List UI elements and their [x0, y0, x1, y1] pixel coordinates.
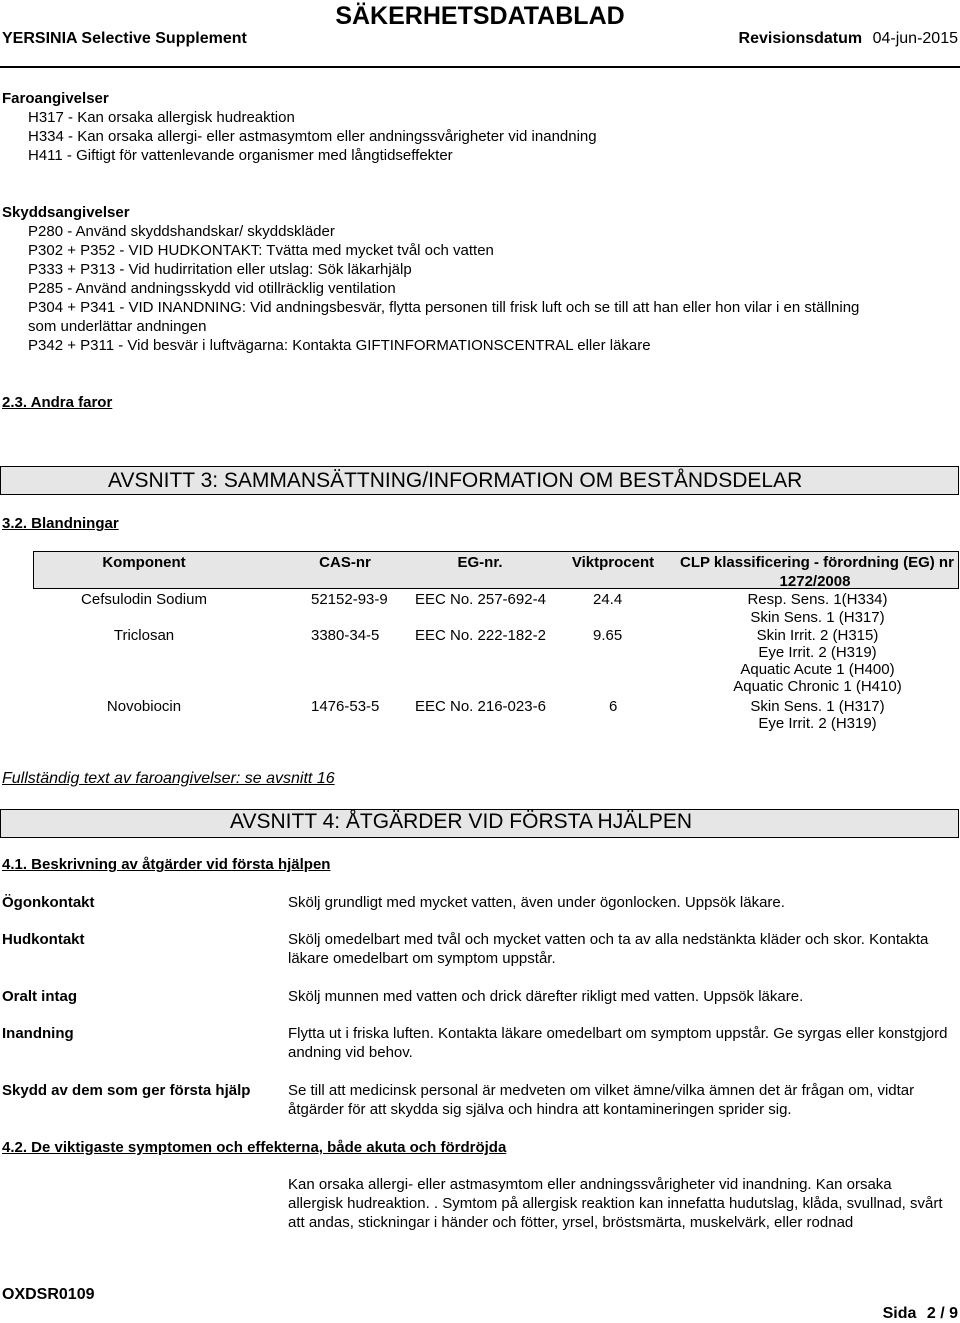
precaution-item: P302 + P352 - VID HUDKONTAKT: Tvätta med mycket tvål och vatten	[28, 242, 494, 259]
first-aid-heading: 4.1. Beskrivning av åtgärder vid första hjälpen	[2, 856, 331, 873]
first-aid-label: Hudkontakt	[2, 931, 85, 948]
precaution-item-continued: som underlättar andningen	[28, 318, 207, 335]
table-cell-clp: Aquatic Acute 1 (H400)	[740, 661, 895, 678]
first-aid-label: Ögonkontakt	[2, 894, 95, 911]
product-name: YERSINIA Selective Supplement	[2, 30, 247, 47]
table-cell-cas: 3380-34-5	[311, 627, 380, 644]
col-ec: EG-nr.	[457, 554, 503, 571]
section3-title: AVSNITT 3: SAMMANSÄTTNING/INFORMATION OM BESTÅNDSDELAR	[108, 469, 803, 492]
page-label: Sida	[882, 1305, 917, 1322]
col-clp: CLP klassificering - förordning (EG) nr	[680, 554, 954, 571]
header-rule	[0, 66, 960, 68]
revision-date: 04-jun-2015	[872, 30, 958, 47]
table-cell-clp: Skin Irrit. 2 (H315)	[756, 627, 879, 644]
table-cell-component: Triclosan	[113, 627, 175, 644]
first-aid-text: Skölj grundligt med mycket vatten, även under ögonlocken. Uppsök läkare.	[288, 894, 785, 911]
col-clp-regulation: 1272/2008	[779, 573, 851, 590]
first-aid-text: Flytta ut i friska luften. Kontakta läkare omedelbart om symptom uppstår. Ge syrgas eller konstgjord andning vid behov.	[288, 1025, 948, 1061]
document-code: OXDSR0109	[2, 1286, 95, 1303]
hazard-item: H334 - Kan orsaka allergi- eller astmasymtom eller andningssvårigheter vid inandning	[28, 128, 597, 145]
col-component: Komponent	[102, 554, 186, 571]
table-cell-cas: 52152-93-9	[311, 591, 388, 608]
precaution-item: P304 + P341 - VID INANDNING: Vid andningsbesvär, flytta personen till frisk luft och se till att han eller hon vilar i en ställning	[28, 299, 860, 316]
precaution-heading: Skyddsangivelser	[2, 204, 130, 221]
table-cell-clp: Resp. Sens. 1(H334)	[747, 591, 888, 608]
first-aid-text: Se till att medicinsk personal är medveten om vilket ämne/vilka ämnen det är frågan om, vidtar åtgärder för att skydda sig själva och hindra att kontamineringen sprider sig.	[288, 1082, 915, 1118]
table-cell-clp: Skin Sens. 1 (H317)	[750, 609, 885, 626]
first-aid-label: Inandning	[2, 1025, 74, 1042]
mixtures-heading: 3.2. Blandningar	[2, 515, 119, 532]
revision-label: Revisionsdatum	[738, 30, 863, 47]
precaution-item: P342 + P311 - Vid besvär i luftvägarna: Kontakta GIFTINFORMATIONSCENTRAL eller läkare	[28, 337, 651, 354]
page-indicator	[883, 1304, 958, 1323]
revision-info	[739, 30, 958, 48]
page-number: 2 / 9	[926, 1305, 958, 1322]
hazard-heading: Faroangivelser	[2, 90, 109, 107]
section4-title: AVSNITT 4: ÅTGÄRDER VID FÖRSTA HJÄLPEN	[230, 810, 693, 833]
symptoms-heading: 4.2. De viktigaste symptomen och effekterna, både akuta och fördröjda	[2, 1139, 507, 1156]
table-cell-cas: 1476-53-5	[311, 698, 380, 715]
table-cell-weight: 24.4	[593, 591, 623, 608]
hazard-item: H411 - Giftigt för vattenlevande organismer med långtidseffekter	[28, 147, 453, 164]
first-aid-text: Skölj munnen med vatten och drick därefter rikligt med vatten. Uppsök läkare.	[288, 988, 804, 1005]
col-cas: CAS-nr	[319, 554, 371, 571]
table-cell-component: Cefsulodin Sodium	[81, 591, 207, 608]
table-cell-clp: Eye Irrit. 2 (H319)	[758, 644, 877, 661]
table-cell-clp: Eye Irrit. 2 (H319)	[758, 715, 877, 732]
precaution-item: P333 + P313 - Vid hudirritation eller utslag: Sök läkarhjälp	[28, 261, 412, 278]
first-aid-text: Skölj omedelbart med tvål och mycket vatten och ta av alla nedstänkta kläder och skor. Kontakta läkare omedelbart om symptom uppstår.	[288, 931, 929, 967]
first-aid-label: Skydd av dem som ger första hjälp	[2, 1082, 251, 1099]
table-cell-weight: 6	[609, 698, 618, 715]
table-cell-ec: EEC No. 216-023-6	[415, 698, 546, 715]
precaution-item: P285 - Använd andningsskydd vid otillräcklig ventilation	[28, 280, 396, 297]
hazard-item: H317 - Kan orsaka allergisk hudreaktion	[28, 109, 295, 126]
table-cell-ec: EEC No. 257-692-4	[415, 591, 546, 608]
symptoms-text: Kan orsaka allergi- eller astmasymtom eller andningssvårigheter vid inandning. Kan orsaka allergisk hudreaktion. . Symtom på allergisk reaktion kan innefatta hudutslag, klåda, svullnad, svårt att andas, stickningar i händer och fötter, yrsel, bröstsmärta, muskelvärk, eller rodnad	[288, 1176, 943, 1231]
table-cell-clp: Skin Sens. 1 (H317)	[750, 698, 885, 715]
document-title: SÄKERHETSDATABLAD	[335, 2, 625, 30]
precaution-item: P280 - Använd skyddshandskar/ skyddskläder	[28, 223, 335, 240]
hazard-footnote: Fullständig text av faroangivelser: se avsnitt 16	[2, 770, 335, 787]
table-cell-component: Novobiocin	[106, 698, 182, 715]
other-hazards-heading: 2.3. Andra faror	[2, 394, 113, 411]
table-cell-weight: 9.65	[593, 627, 623, 644]
first-aid-label: Oralt intag	[2, 988, 78, 1005]
table-cell-clp: Aquatic Chronic 1 (H410)	[733, 678, 902, 695]
col-weight: Viktprocent	[571, 554, 655, 571]
table-cell-ec: EEC No. 222-182-2	[415, 627, 546, 644]
